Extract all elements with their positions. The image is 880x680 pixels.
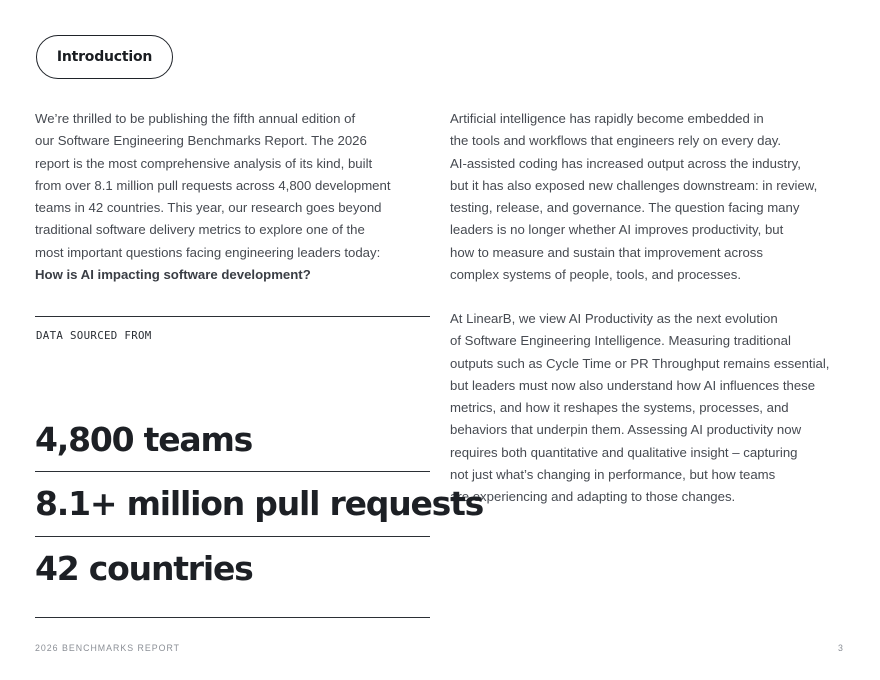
divider — [35, 316, 430, 317]
divider — [35, 536, 430, 537]
stat-countries: 42 countries — [35, 549, 253, 588]
footer-report-name: 2026 BENCHMARKS REPORT — [35, 643, 181, 653]
key-question: How is AI impacting software development? — [35, 267, 311, 283]
page-number: 3 — [838, 643, 843, 653]
divider — [35, 471, 430, 472]
stat-pull-requests: 8.1+ million pull requests — [35, 484, 484, 523]
intro-paragraph-ai — [450, 108, 850, 286]
text-line: from over 8.1 million pull requests across 4,800 development — [35, 177, 391, 193]
text-line: of Software Engineering Intelligence. Measuring traditional — [450, 333, 791, 349]
text-line: leaders is no longer whether AI improves productivity, but — [450, 222, 784, 238]
text-line: behaviors that underpin them. Assessing AI productivity now — [450, 422, 802, 438]
intro-paragraph-left — [35, 108, 425, 286]
text-line: AI-assisted coding has increased output across the industry, — [450, 155, 801, 171]
text-line: outputs such as Cycle Time or PR Throughput remains essential, — [450, 355, 830, 371]
text-line: requires both quantitative and qualitative insight – capturing — [450, 444, 798, 460]
text-line: metrics, and how it reshapes the systems, processes, and — [450, 400, 789, 416]
divider — [35, 617, 430, 618]
stat-teams: 4,800 teams — [35, 420, 253, 459]
text-line: At LinearB, we view AI Productivity as the next evolution — [450, 311, 778, 326]
text-line: testing, release, and governance. The question facing many — [450, 200, 800, 216]
text-line: complex systems of people, tools, and processes. — [450, 267, 742, 283]
text-line: but it has also exposed new challenges downstream: in review, — [450, 177, 818, 193]
text-line: teams in 42 countries. This year, our research goes beyond — [35, 200, 382, 216]
text-line: our Software Engineering Benchmarks Report. The 2026 — [35, 133, 367, 149]
text-line: most important questions facing engineering leaders today: — [35, 244, 381, 260]
text-line: traditional software delivery metrics to explore one of the — [35, 222, 365, 238]
text-line: not just what’s changing in performance, but how teams — [450, 467, 776, 483]
text-line: report is the most comprehensive analysis of its kind, built — [35, 155, 373, 171]
text-line: how to measure and sustain that improvement across — [450, 244, 763, 260]
text-line: but leaders must now also understand how AI influences these — [450, 377, 816, 393]
text-line: the tools and workflows that engineers rely on every day. — [450, 133, 782, 149]
section-tag-label: Introduction — [56, 49, 153, 65]
intro-paragraph-linearb — [450, 308, 850, 509]
text-line: Artificial intelligence has rapidly become embedded in — [450, 111, 764, 126]
data-source-label: DATA SOURCED FROM — [36, 329, 152, 342]
section-tag-introduction — [36, 35, 173, 79]
text-line: are experiencing and adapting to those changes. — [450, 489, 736, 505]
text-line: We’re thrilled to be publishing the fifth annual edition of — [35, 111, 356, 126]
